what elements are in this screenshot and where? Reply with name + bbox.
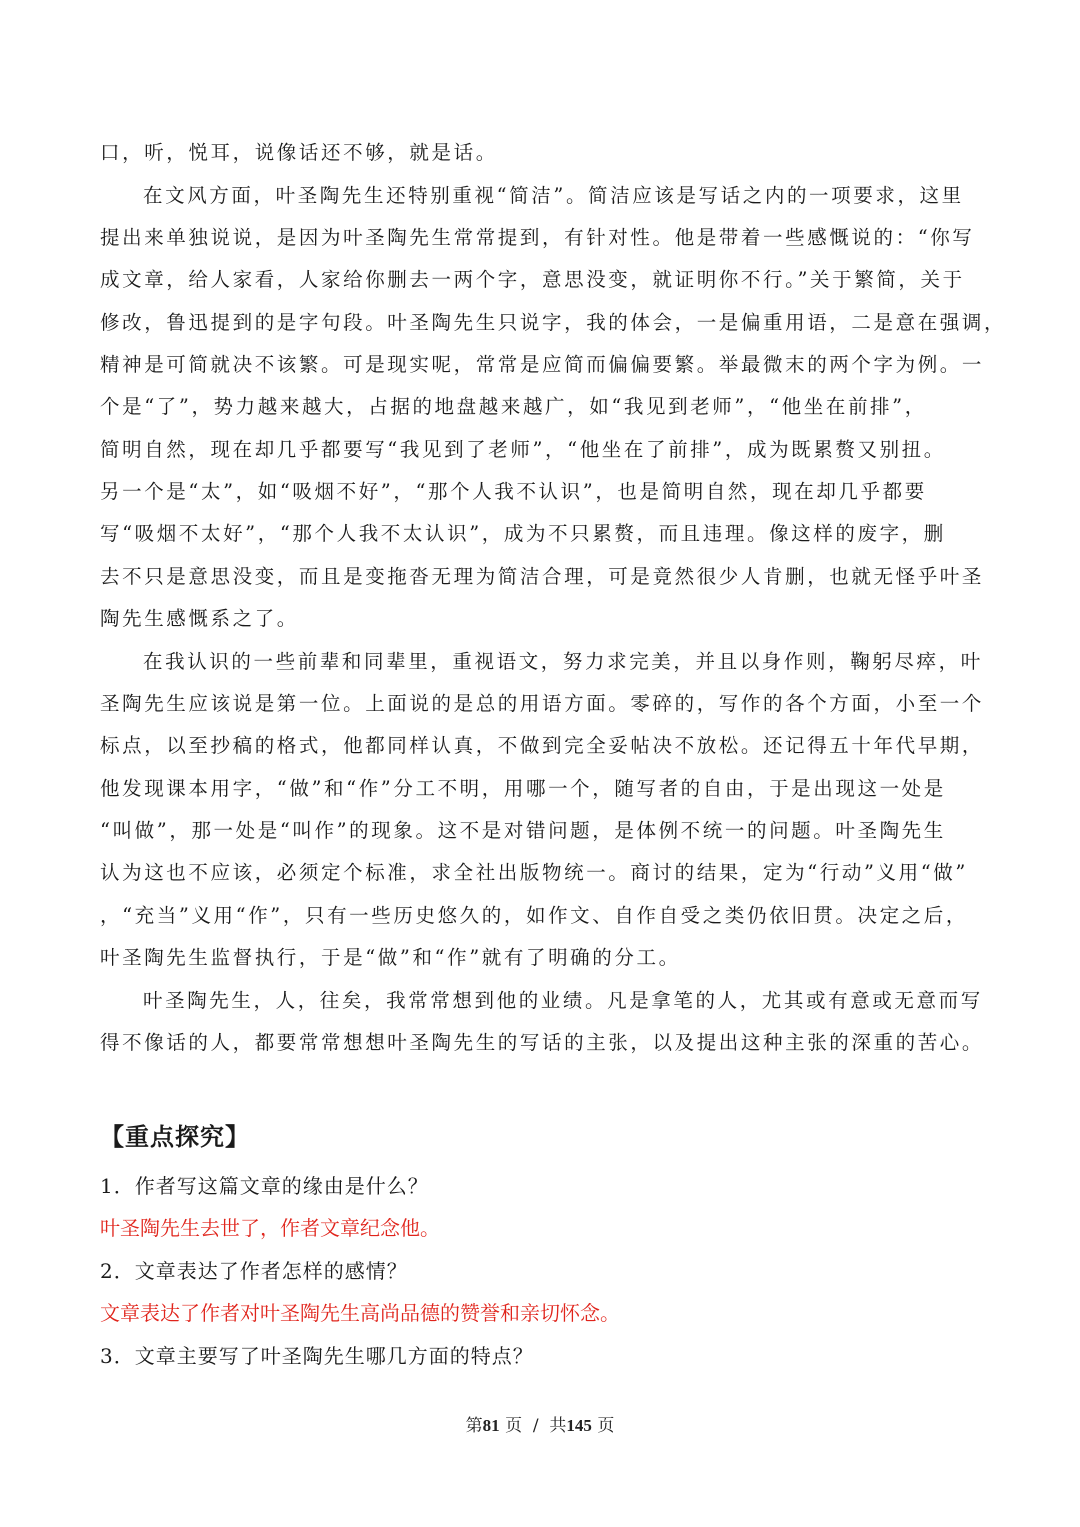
body-line: 他发现课本用字，“做”和“作”分工不明，用哪一个，随写者的自由，于是出现这一处是 (100, 777, 946, 800)
body-line: 在我认识的一些前辈和同辈里，重视语文，努力求完美，并且以身作则，鞠躬尽瘁，叶 (143, 650, 983, 673)
answer-2: 文章表达了作者对叶圣陶先生高尚品德的赞誉和亲切怀念。 (100, 1301, 620, 1325)
body-line: 在文风方面，叶圣陶先生还特别重视“简洁”。简洁应该是写话之内的一项要求，这里 (143, 184, 964, 207)
body-line: 另一个是“太”，如“吸烟不好”，“那个人我不认识”，也是简明自然，现在却几乎都要 (100, 480, 927, 503)
body-line: 修改，鲁迅提到的是字句段。叶圣陶先生只说字，我的体会，一是偏重用语，二是意在强调， (100, 311, 1007, 334)
question-3: 3．文章主要写了叶圣陶先生哪几方面的特点？ (100, 1344, 534, 1368)
body-line: 陶先生感慨系之了。 (100, 607, 299, 630)
body-line: 圣陶先生应该说是第一位。上面说的是总的用语方面。零碎的，写作的各个方面，小至一个 (100, 692, 985, 715)
footer-middle: 页 / 共 (499, 1416, 567, 1436)
body-line: ，“充当”义用“作”，只有一些历史悠久的，如作文、自作自受之类仍依旧贯。决定之后， (100, 904, 968, 927)
body-line: 写“吸烟不太好”，“那个人我不太认识”，成为不只累赘，而且违理。像这样的废字，删 (100, 522, 946, 545)
total-pages-number: 145 (566, 1416, 592, 1435)
body-line: “叫做”，那一处是“叫作”的现象。这不是对错问题，是体例不统一的问题。叶圣陶先生 (100, 819, 946, 842)
body-line: 简明自然，现在却几乎都要写“我见到了老师”，“他坐在了前排”，成为既累赘又别扭。 (100, 438, 946, 461)
body-line: 个是“了”，势力越来越大，占据的地盘越来越广，如“我见到老师”，“他坐在前排”， (100, 395, 927, 418)
body-line: 精神是可简就决不该繁。可是现实呢，常常是应简而偏偏要繁。举最微末的两个字为例。一 (100, 353, 985, 376)
question-2: 2．文章表达了作者怎样的感情？ (100, 1259, 408, 1283)
question-1: 1．作者写这篇文章的缘由是什么？ (100, 1174, 429, 1198)
page-footer (0, 1413, 1080, 1439)
footer-suffix: 页 (591, 1416, 615, 1436)
body-line: 得不像话的人，都要常常想想叶圣陶先生的写话的主张，以及提出这种主张的深重的苦心。 (100, 1031, 985, 1054)
body-line: 标点，以至抄稿的格式，他都同样认真，不做到完全妥帖决不放松。还记得五十年代早期， (100, 734, 985, 757)
answer-1: 叶圣陶先生去世了，作者文章纪念他。 (100, 1216, 440, 1240)
body-line: 提出来单独说说，是因为叶圣陶先生常常提到，有针对性。他是带着一些感慨说的：“你写 (100, 226, 975, 249)
body-line: 认为这也不应该，必须定个标准，求全社出版物统一。商讨的结果，定为“行动”义用“做” (100, 861, 968, 884)
section-title: 【重点探究】 (100, 1123, 250, 1151)
body-line: 叶圣陶先生监督执行，于是“做”和“作”就有了明确的分工。 (100, 946, 681, 969)
body-line: 去不只是意思没变，而且是变拖沓无理为简洁合理，可是竟然很少人肯删，也就无怪乎叶圣 (100, 565, 985, 588)
footer-prefix: 第 (465, 1416, 483, 1436)
body-line: 成文章，给人家看，人家给你删去一两个字，意思没变，就证明你不行。”关于繁简，关于 (100, 268, 965, 291)
body-line: 口，听，悦耳，说像话还不够，就是话。 (100, 141, 498, 164)
current-page-number: 81 (482, 1416, 500, 1435)
body-line: 叶圣陶先生，人，往矣，我常常想到他的业绩。凡是拿笔的人，尤其或有意或无意而写 (143, 989, 983, 1012)
